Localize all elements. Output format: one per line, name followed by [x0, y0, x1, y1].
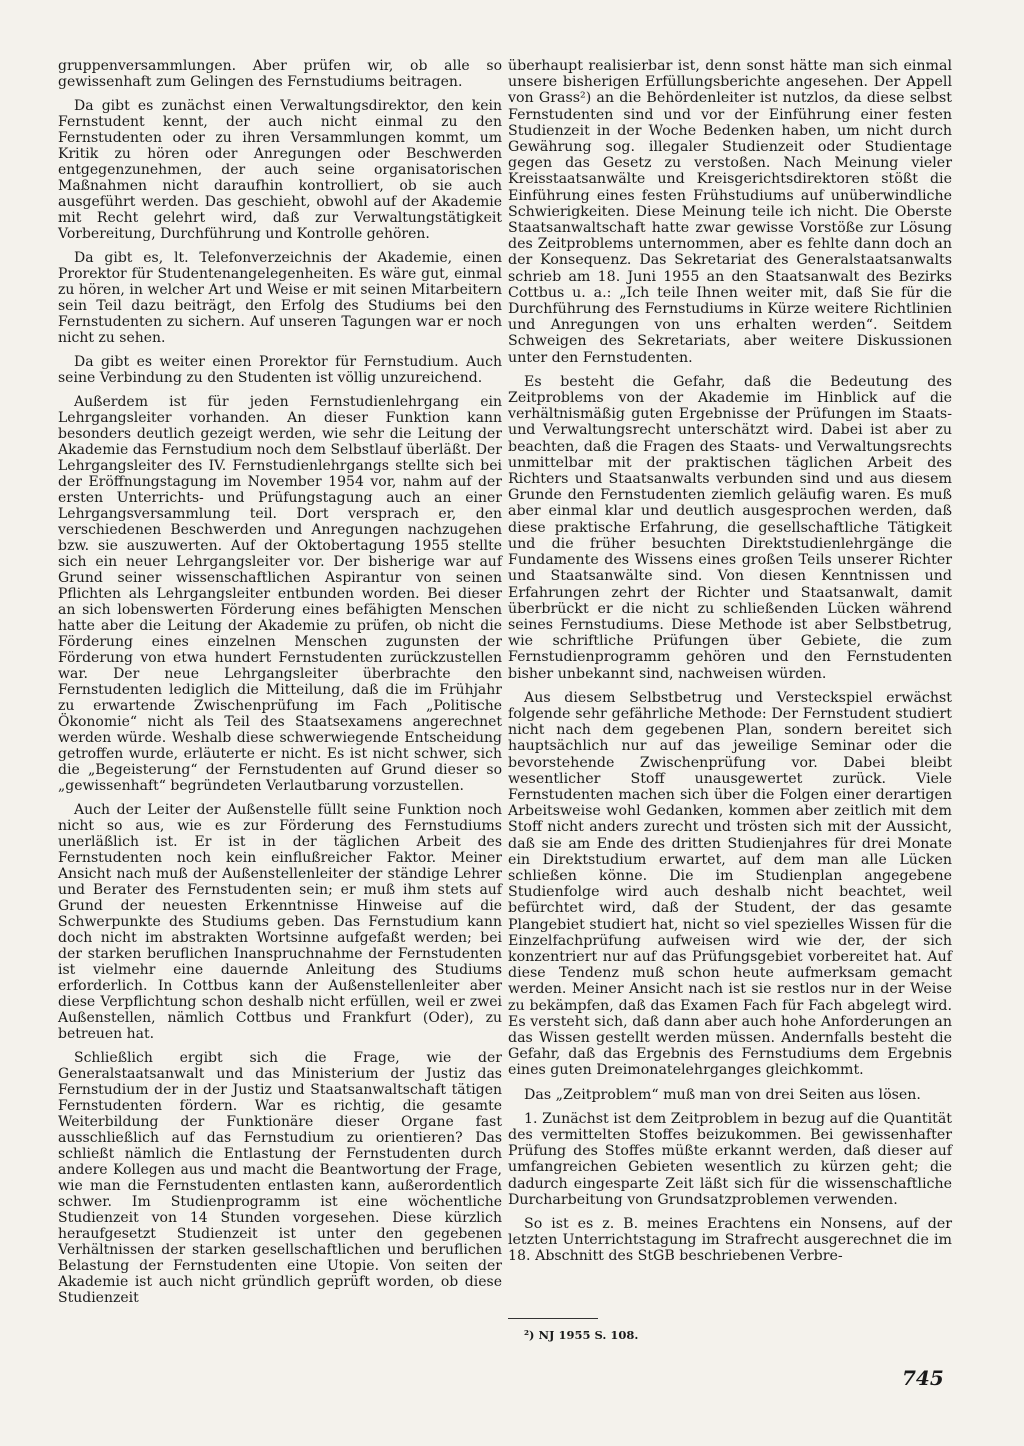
paragraph: Aus diesem Selbstbetrug und Versteckspiel erwächst folgende sehr gefährliche Methode: Der Fernstudent studiert nicht nach dem gegebenen Plan, sondern bereitet sich hauptsächlich nur auf das jeweilige Seminar oder die bevorstehende Zwischenprüfung vor. Dabei bleibt wesentlicher Stoff unausgewertet zurück. Viele Fernstudenten machen sich über die Folgen einer derartigen Arbeitsweise wohl Gedanken, kommen aber zeitlich mit dem Stoff nicht anders zurecht und trösten sich mit der Aussicht, daß sie am Ende des dritten Studienjahres für drei Monate ein Direktstudium erwartet, auf dem man alle Lücken schließen könne. Die im Studienplan angegebene Studienfolge wird auch deshalb nicht beachtet, weil befürchtet wird, daß der Student, der das gesamte Plangebiet studiert hat, nicht so viel spezielles Wissen für die Einzelfachprüfung aufweisen wird wie der, der sich konzentriert nur auf das Prüfungsgebiet vorbereitet hat. Auf diese Tendenz muß schon heute aufmerksam gemacht werden. Meiner Ansicht nach ist sie restlos nur in der Weise zu bekämpfen, daß das Examen Fach für Fach abgelegt wird. Es versteht sich, daß dann aber auch hohe Anforderungen an das Wissen gestellt werden müssen. Andernfalls besteht die Gefahr, daß das Ergebnis des Fernstudiums dem Ergebnis eines guten Dreimonatelehrganges gleichkommt.: [508, 689, 952, 1079]
footnote-rule: [508, 1318, 598, 1319]
page-number: 745: [902, 1366, 944, 1390]
paragraph: Es besteht die Gefahr, daß die Bedeutung des Zeitproblems von der Akademie im Hinblick auf die verhältnismäßig guten Ergebnisse der Prüfungen im Staats- und Verwaltungsrecht unterschätzt wird. Dabei ist aber zu beachten, daß die Fragen des Staats- und Verwaltungsrechts unmittelbar mit der praktischen täglichen Arbeit des Richters und Staatsanwalts verbunden sind und aus diesem Grunde den Fernstudenten ziemlich geläufig waren. Es muß aber einmal klar und deutlich ausgesprochen werden, daß diese praktische Erfahrung, die gesellschaftliche Tätigkeit und die früher besuchten Direktstudienlehrgänge die Fundamente des Wissens eines großen Teils unserer Richter und Staatsanwälte sind. Von diesen Kenntnissen und Erfahrungen zehrt der Richter und Staatsanwalt, damit überbrückt er die nicht zu schließenden Lücken während seines Fernstudiums. Diese Methode ist aber Selbstbetrug, wie schriftliche Prüfungen über Gebiete, die zum Fernstudienprogramm gehören und den Fernstudenten bisher unbekannt sind, nachweisen würden.: [508, 373, 952, 682]
paragraph: Da gibt es, lt. Telefonverzeichnis der Akademie, einen Prorektor für Studentenangelegenheiten. Es wäre gut, einmal zu hören, in welcher Art und Weise er mit seinen Mitarbeitern sein Teil dazu beiträgt, den Erfolg des Studiums bei den Fernstudenten zu sichern. Auf unseren Tagungen war er noch nicht zu sehen.: [58, 250, 502, 346]
paragraph: Da gibt es zunächst einen Verwaltungsdirektor, den kein Fernstudent kennt, der auch nicht einmal zu den Fernstudenten oder zu ihren Versammlungen kommt, um Kritik zu hören oder Anregungen oder Beschwerden entgegenzunehmen, der auch seine organisatorischen Maßnahmen nicht daraufhin kontrolliert, ob sie auch ausgeführt werden. Das geschieht, obwohl auf der Akademie mit Recht gelehrt wird, daß zur Verwaltungstätigkeit Vorbereitung, Durchführung und Kontrolle gehören.: [58, 98, 502, 242]
paragraph: Das „Zeitproblem“ muß man von drei Seiten aus lösen.: [524, 1086, 921, 1103]
paragraph: Auch der Leiter der Außenstelle füllt seine Funktion noch nicht so aus, wie es zur Förderung des Fernstudiums unerläßlich ist. Er ist in der täglichen Arbeit des Fernstudenten noch kein einflußreicher Faktor. Meiner Ansicht nach muß der Außenstellenleiter der ständige Lehrer und Berater des Fernstudenten sein; er muß ihm stets auf Grund der neuesten Erkenntnisse Hinweise auf die Schwerpunkte des Studiums geben. Das Fernstudium kann doch nicht im abstrakten Wortsinne aufgefaßt werden; bei der starken beruflichen Inanspruchnahme der Fernstudenten ist vielmehr eine dauernde Anleitung des Studiums erforderlich. In Cottbus kann der Außenstellenleiter aber diese Verpflichtung schon deshalb nicht erfüllen, weil er zwei Außenstellen, nämlich Cottbus und Frankfurt (Oder), zu betreuen hat.: [58, 802, 502, 1042]
paragraph: Außerdem ist für jeden Fernstudienlehrgang ein Lehrgangsleiter vorhanden. An dieser Funktion kann besonders deutlich gezeigt werden, wie sehr die Leitung der Akademie das Fernstudium noch dem Selbstlauf überläßt. Der Lehrgangsleiter des IV. Fernstudienlehrgangs stellte sich bei der Eröffnungstagung im November 1954 vor, nahm auf der ersten Unterrichts- und Prüfungstagung auch an einer Lehrgangsversammlung teil. Dort versprach er, den verschiedenen Beschwerden und Anregungen nachzugehen bzw. sie auszuwerten. Auf der Oktobertagung 1955 stellte sich ein neuer Lehrgangsleiter vor. Der bisherige war auf Grund seiner wissenschaftlichen Aspirantur von seinen Pflichten als Lehrgangsleiter entbunden worden. Bei dieser an sich lobenswerten Förderung eines befähigten Menschen hatte aber die Leitung der Akademie zu prüfen, ob nicht die Förderung eines einzelnen Menschen zugunsten der Förderung von etwa hundert Fernstudenten zurückzustellen war. Der neue Lehrgangsleiter überbrachte den Fernstudenten lediglich die Mitteilung, daß die im Frühjahr zu erwartende Zwischenprüfung im Fach „Politische Ökonomie“ nicht als Teil des Staatsexamens angerechnet werden würde. Weshalb diese schwerwiegende Entscheidung getroffen wurde, erläuterte er nicht. Es ist nicht schwer, sich die „Begeisterung“ der Fernstudenten auf Grund dieser so „gewissenhaft“ begründeten Verlautbarung vorzustellen.: [58, 394, 502, 794]
paragraph: 1. Zunächst ist dem Zeitproblem in bezug auf die Quantität des vermittelten Stoffes beizukommen. Bei gewissenhafter Prüfung des Stoffes müßte erkannt werden, daß dieser auf umfangreichen Gebieten wesentlich zu kürzen geht; die dadurch eingesparte Zeit läßt sich für die wissenschaftliche Durcharbeitung von Grundsatzproblemen verwenden.: [508, 1110, 952, 1208]
paragraph: So ist es z. B. meines Erachtens ein Nonsens, auf der letzten Unterrichtstagung im Strafrecht ausgerechnet die im 18. Abschnitt des StGB beschriebenen Verbre-: [508, 1216, 952, 1265]
left-text-column: [58, 58, 502, 1314]
paragraph: überhaupt realisierbar ist, denn sonst hätte man sich einmal unsere bisherigen Erfüllungsberichte angesehen. Der Appell von Grass²) an die Behördenleiter ist nutzlos, da diese selbst Fernstudenten sind und vor der Einführung einer festen Studienzeit in der Woche Bedenken haben, um nicht durch Gewährung sog. illegaler Studienzeit oder Studientage gegen das Gesetz zu verstoßen. Nach Meinung vieler Kreisstaatsanwälte und Kreisgerichtsdirektoren stößt die Einführung eines festen Frühstudiums auf unüberwindliche Schwierigkeiten. Diese Meinung teile ich nicht. Die Oberste Staatsanwaltschaft hatte zwar gewisse Vorstöße zur Lösung des Zeitproblems unternommen, aber es fehlte dann doch an der Konsequenz. Das Sekretariat des Generalstaatsanwalts schrieb am 18. Juni 1955 an den Staatsanwalt des Bezirks Cottbus u. a.: „Ich teile Ihnen weiter mit, daß Sie für die Durchführung des Fernstudiums in Kürze weitere Richtlinien und Anregungen von uns erhalten werden“. Seitdem Schweigen des Sekretariats, aber weitere Diskussionen unter den Fernstudenten.: [508, 58, 952, 366]
footnote: ²) NJ 1955 S. 108.: [524, 1328, 639, 1342]
paragraph: Da gibt es weiter einen Prorektor für Fernstudium. Auch seine Verbindung zu den Studenten ist völlig unzureichend.: [58, 354, 502, 386]
paragraph: gruppenversammlungen. Aber prüfen wir, ob alle so gewissenhaft zum Gelingen des Fernstudiums beitragen.: [58, 58, 502, 90]
right-text-column: [508, 58, 952, 1273]
paragraph: Schließlich ergibt sich die Frage, wie der Generalstaatsanwalt und das Ministerium der Justiz das Fernstudium der in der Justiz und Staatsanwaltschaft tätigen Fernstudenten fördern. War es richtig, die gesamte Weiterbildung der Funktionäre dieser Organe fast ausschließlich auf das Fernstudium zu orientieren? Das schließt nämlich die Entlastung der Fernstudenten durch andere Kollegen aus und macht die Beantwortung der Frage, wie man die Fernstudenten entlasten kann, außerordentlich schwer. Im Studienprogramm ist eine wöchentliche Studienzeit von 14 Stunden vorgesehen. Diese kürzlich heraufgesetzt Studienzeit ist unter den gegebenen Verhältnissen der starken gesellschaftlichen und beruflichen Belastung der Fernstudenten eine Utopie. Von seiten der Akademie ist auch nicht gründlich geprüft worden, ob diese Studienzeit: [58, 1050, 502, 1306]
